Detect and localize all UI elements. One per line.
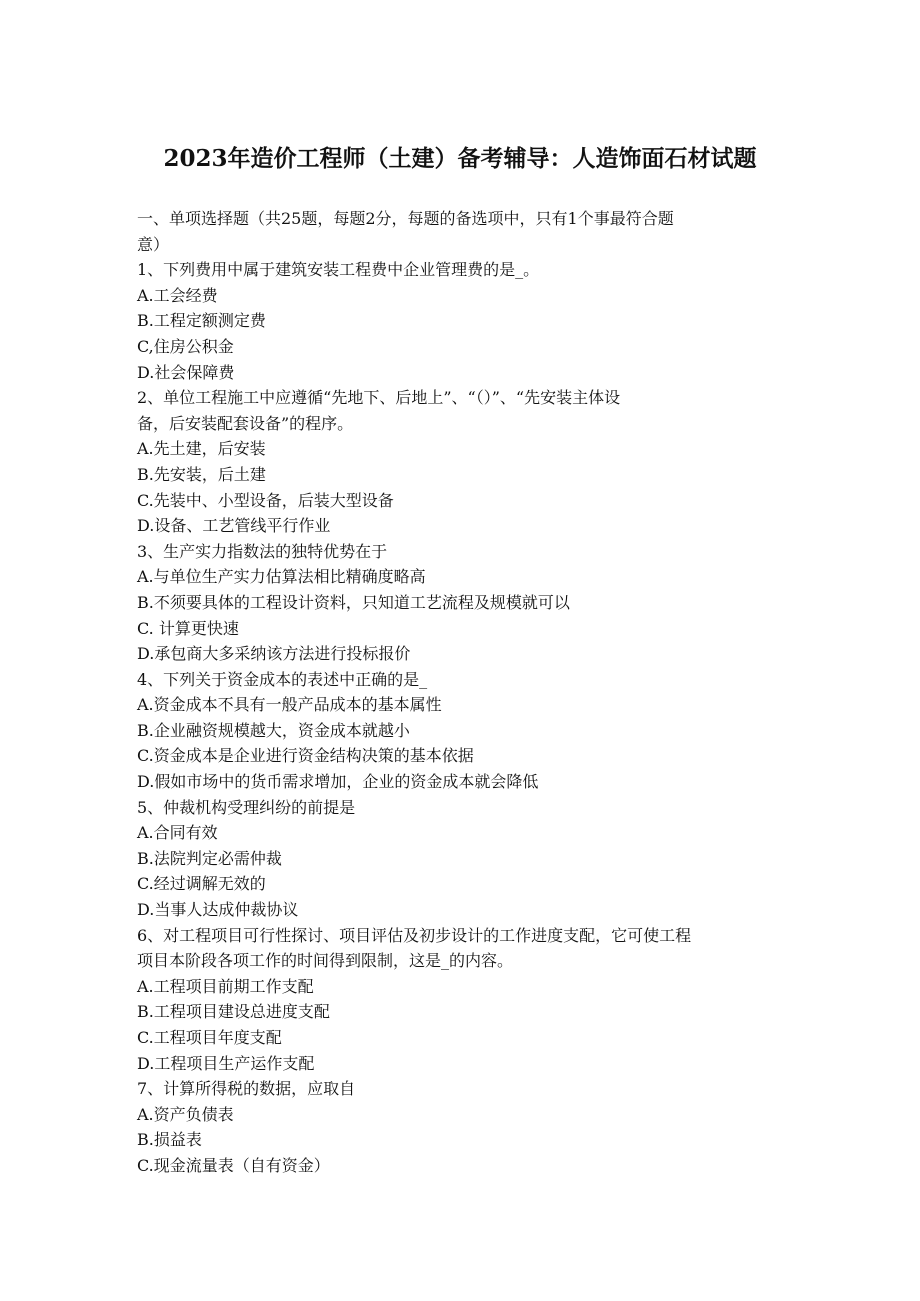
question-stem: 备，后安装配套设备”的程序。 <box>137 413 354 433</box>
question-stem: 7、计算所得税的数据，应取自 <box>137 1079 356 1099</box>
question-option: B.法院判定必需仲裁 <box>137 848 282 868</box>
question-stem: 项目本阶段各项工作的时间得到限制，这是_的内容。 <box>137 951 514 971</box>
document-body <box>137 206 787 1179</box>
section-heading <box>137 206 787 257</box>
question-option: D.承包商大多采纳该方法进行投标报价 <box>137 644 411 664</box>
question-option: D.设备、工艺管线平行作业 <box>137 516 331 536</box>
question-option: C.资金成本是企业进行资金结构决策的基本依据 <box>137 746 474 766</box>
question-stem: 1、下列费用中属于建筑安装工程费中企业管理费的是_。 <box>137 260 540 280</box>
question-option: A.先土建，后安装 <box>137 439 266 459</box>
question-6 <box>137 923 787 1077</box>
question-option: A.资产负债表 <box>137 1104 234 1124</box>
question-option: C.工程项目年度支配 <box>137 1028 282 1047</box>
question-option: A.工程项目前期工作支配 <box>137 976 314 996</box>
question-option: B.损益表 <box>137 1130 202 1150</box>
question-option: C.现金流量表（自有资金） <box>137 1155 330 1175</box>
question-option: C,住房公积金 <box>137 336 234 356</box>
question-option: C. 计算更快速 <box>137 618 239 638</box>
question-option: C.先装中、小型设备，后装大型设备 <box>137 490 394 510</box>
question-option: A.资金成本不具有一般产品成本的基本属性 <box>137 695 442 715</box>
question-option: B.不须要具体的工程设计资料，只知道工艺流程及规模就可以 <box>137 592 570 612</box>
question-option: B.工程定额测定费 <box>137 311 266 331</box>
question-7 <box>137 1076 787 1178</box>
question-option: D.当事人达成仲裁协议 <box>137 900 299 920</box>
question-3 <box>137 539 787 667</box>
question-option: B.工程项目建设总进度支配 <box>137 1002 330 1022</box>
question-option: D.工程项目生产运作支配 <box>137 1053 315 1073</box>
question-stem: 6、对工程项目可行性探讨、项目评估及初步设计的工作进度支配，它可使工程 <box>137 925 692 945</box>
question-option: C.经过调解无效的 <box>137 874 266 894</box>
question-option: B.企业融资规模越大，资金成本就越小 <box>137 720 410 740</box>
question-1 <box>137 257 787 385</box>
question-option: B.先安装，后土建 <box>137 464 266 484</box>
document-title: 2023年造价工程师（土建）备考辅导：人造饰面石材试题 <box>163 145 757 172</box>
question-option: A.合同有效 <box>137 823 218 843</box>
question-option: A.与单位生产实力估算法相比精确度略高 <box>137 567 426 587</box>
question-option: D.社会保障费 <box>137 362 235 382</box>
question-stem: 3、生产实力指数法的独特优势在于 <box>137 541 388 561</box>
question-stem: 5、仲裁机构受理纠纷的前提是 <box>137 797 356 817</box>
question-stem: 2、单位工程施工中应遵循“先地下、后地上”、“（）”、“先安装主体设 <box>137 388 621 408</box>
section-heading-line: 意） <box>137 234 170 254</box>
question-stem: 4、下列关于资金成本的表述中正确的是_ <box>137 669 428 689</box>
question-4 <box>137 667 787 795</box>
question-5 <box>137 795 787 923</box>
question-option: D.假如市场中的货币需求增加，企业的资金成本就会降低 <box>137 772 539 792</box>
question-option: A.工会经费 <box>137 285 218 305</box>
question-2 <box>137 385 787 539</box>
section-heading-line: 一、单项选择题（共25题，每题2分，每题的备选项中，只有1个事最符合题 <box>137 209 674 228</box>
